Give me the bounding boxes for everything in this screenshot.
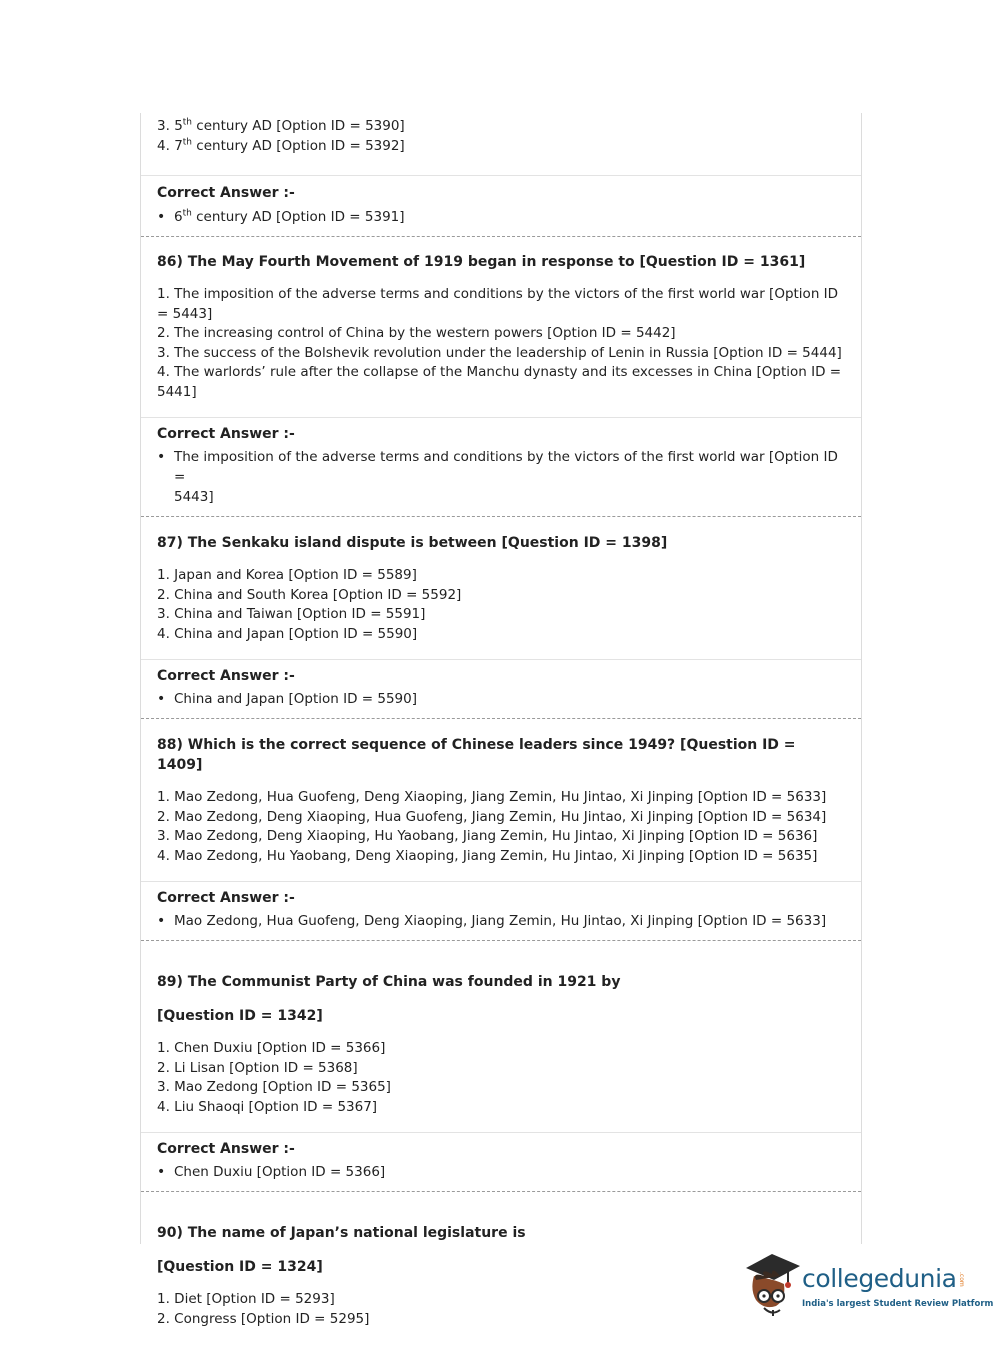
correct-answer-label: Correct Answer :- — [157, 890, 295, 906]
option-item: 1. The imposition of the adverse terms and conditions by the victors of the first world war [Option ID = 5443] — [157, 286, 839, 322]
option-item: 2. Congress [Option ID = 5295] — [157, 1310, 370, 1327]
answer-item: • The imposition of the adverse terms and conditions by the victors of the first world war [Option ID = 5443] — [157, 449, 838, 505]
correct-answer-89 — [141, 1133, 861, 1191]
question-89 — [141, 941, 861, 1132]
correct-answer-87 — [141, 660, 861, 718]
logo-wordmark: collegedunia — [802, 1264, 957, 1293]
correct-answer-86 — [141, 418, 861, 516]
question-title: 87) The Senkaku island dispute is between [Question ID = 1398] — [157, 535, 668, 551]
correct-answer-label: Correct Answer :- — [157, 1141, 295, 1157]
graduate-mascot-icon — [742, 1250, 804, 1316]
option-item: 1. Mao Zedong, Hua Guofeng, Deng Xiaoping, Jiang Zemin, Hu Jintao, Xi Jinping [Option ID = 5633] — [157, 789, 827, 805]
answer-item: • China and Japan [Option ID = 5590] — [157, 691, 417, 707]
option-item: 3. Mao Zedong, Deng Xiaoping, Hu Yaobang, Jiang Zemin, Hu Jintao, Xi Jinping [Option ID = 5636] — [157, 828, 818, 844]
question-title: 89) The Communist Party of China was founded in 1921 by — [157, 974, 621, 990]
option-item: 4. China and Japan [Option ID = 5590] — [157, 625, 418, 642]
answer-item: • Chen Duxiu [Option ID = 5366] — [157, 1164, 386, 1180]
correct-answer-label: Correct Answer :- — [157, 185, 295, 201]
option-list — [157, 566, 845, 644]
option-item: 4. The warlords’ rule after the collapse of the Manchu dynasty and its excesses in China [Option ID = 5441] — [157, 364, 842, 400]
option-list — [157, 285, 845, 402]
option-item: 3. China and Taiwan [Option ID = 5591] — [157, 606, 426, 622]
question-88 — [141, 719, 861, 881]
previous-correct-answer — [141, 176, 861, 236]
option-list — [157, 1039, 845, 1117]
question-86 — [141, 237, 861, 417]
option-item: 3. The success of the Bolshevik revolution under the leadership of Lenin in Russia [Option ID = 5444] — [157, 344, 842, 361]
question-title: 86) The May Fourth Movement of 1919 began in response to [Question ID = 1361] — [157, 254, 806, 270]
question-sheet — [140, 113, 862, 1327]
question-id: [Question ID = 1324] — [157, 1259, 323, 1275]
option-item: 3. Mao Zedong [Option ID = 5365] — [157, 1079, 391, 1095]
option-item: 2. Mao Zedong, Deng Xiaoping, Hua Guofeng, Jiang Zemin, Hu Jintao, Xi Jinping [Option ID = 5634] — [157, 808, 827, 825]
answer-item: • Mao Zedong, Hua Guofeng, Deng Xiaoping, Jiang Zemin, Hu Jintao, Xi Jinping [Option ID = 5633] — [157, 913, 827, 929]
question-87 — [141, 517, 861, 659]
option-item: 1. Chen Duxiu [Option ID = 5366] — [157, 1040, 386, 1056]
correct-answer-label: Correct Answer :- — [157, 668, 295, 684]
previous-question-options — [141, 113, 861, 175]
option-item: 4. Mao Zedong, Hu Yaobang, Deng Xiaoping, Jiang Zemin, Hu Jintao, Xi Jinping [Option ID = 5635] — [157, 847, 818, 864]
logo-domain: .com — [958, 1272, 965, 1287]
correct-answer-88 — [141, 882, 861, 940]
answer-item: • 6th century AD [Option ID = 5391] — [157, 208, 405, 225]
option-item: 2. China and South Korea [Option ID = 5592] — [157, 586, 462, 603]
question-title: 88) Which is the correct sequence of Chinese leaders since 1949? [Question ID = 1409] — [157, 737, 796, 773]
collegedunia-logo — [740, 1248, 994, 1320]
option-item: 2. Li Lisan [Option ID = 5368] — [157, 1059, 358, 1076]
option-item: 2. The increasing control of China by the western powers [Option ID = 5442] — [157, 325, 676, 341]
correct-answer-label: Correct Answer :- — [157, 426, 295, 442]
logo-tagline: India's largest Student Review Platform — [802, 1299, 994, 1309]
option-list — [157, 788, 845, 866]
option-item: 3. 5th century AD [Option ID = 5390] — [157, 117, 405, 134]
option-item: 4. 7th century AD [Option ID = 5392] — [157, 137, 405, 154]
option-item: 1. Japan and Korea [Option ID = 5589] — [157, 567, 417, 583]
question-title: 90) The name of Japan’s national legislature is — [157, 1225, 526, 1241]
option-item: 1. Diet [Option ID = 5293] — [157, 1291, 335, 1307]
option-item: 4. Liu Shaoqi [Option ID = 5367] — [157, 1098, 378, 1115]
question-id: [Question ID = 1342] — [157, 1008, 323, 1024]
